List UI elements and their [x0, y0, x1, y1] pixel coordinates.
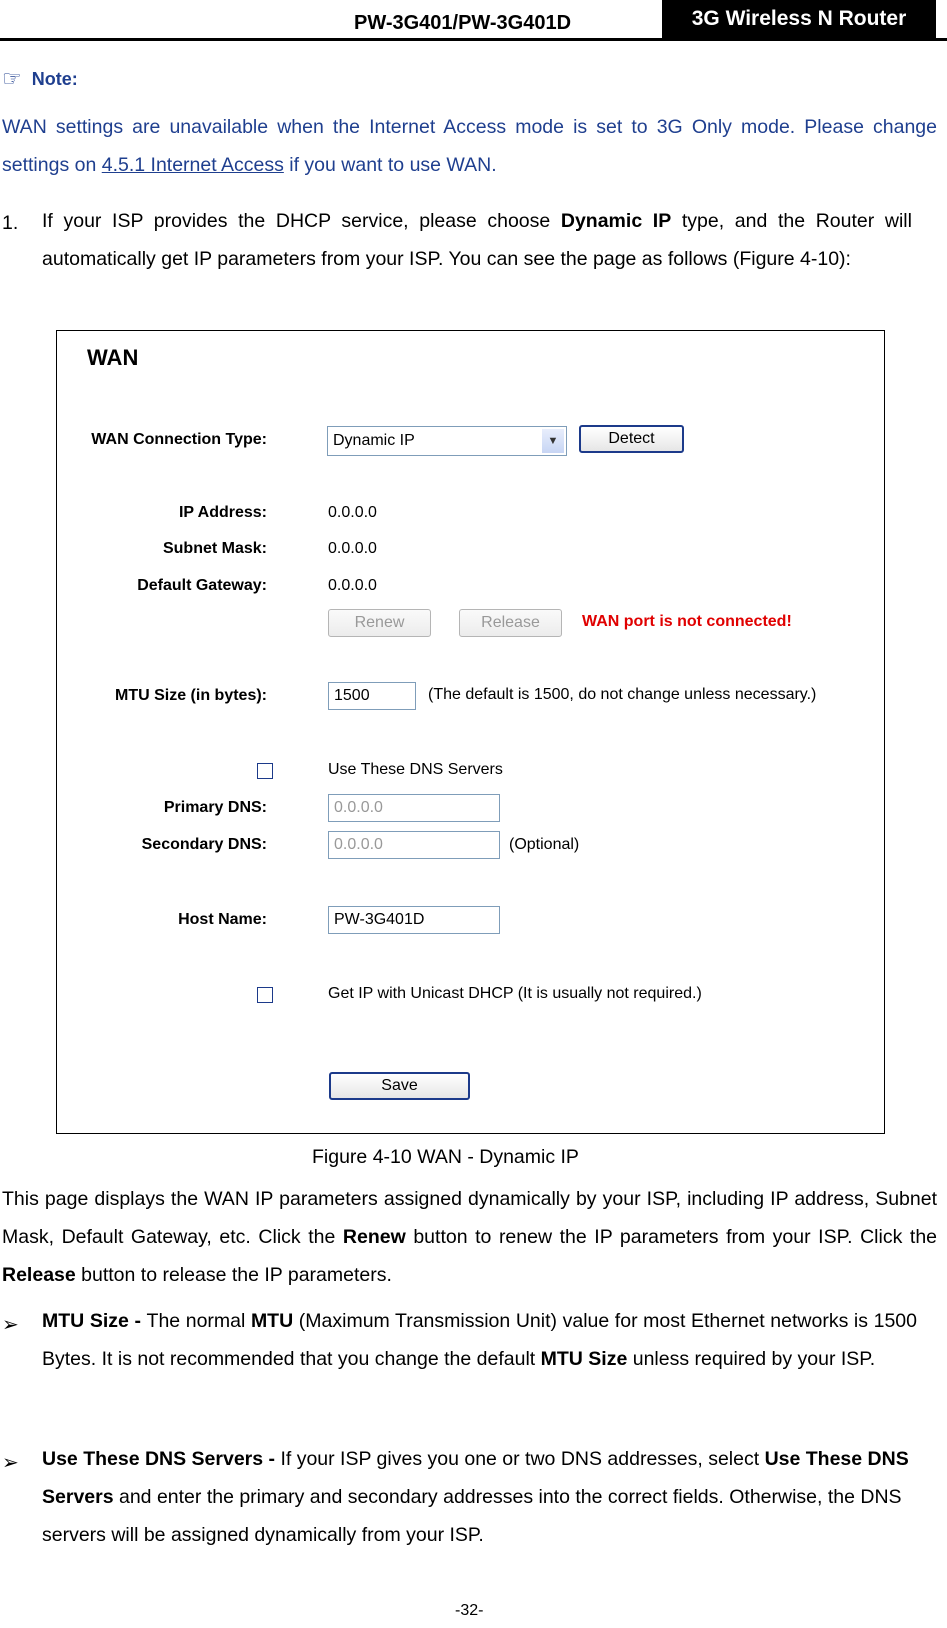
- header-rule: [0, 38, 947, 41]
- paragraph-text-bold: Renew: [342, 1226, 406, 1248]
- note-text: [2, 108, 937, 184]
- bullet-text-part: unless required by your ISP.: [627, 1348, 876, 1370]
- bullet-dns-servers: [42, 1440, 917, 1554]
- mtu-size-input[interactable]: 1500: [328, 682, 416, 710]
- paragraph-renew-release: [2, 1180, 937, 1294]
- paragraph-text-bold: Release: [2, 1264, 76, 1286]
- bullet-text-part: If your ISP gives you one or two DNS addresses, select: [280, 1448, 765, 1470]
- mtu-hint: (The default is 1500, do not change unless necessary.): [428, 686, 817, 703]
- bullet-text-part: The normal: [146, 1310, 251, 1332]
- default-gateway-label: Default Gateway:: [137, 577, 267, 594]
- bullet-text-bold: MTU: [250, 1310, 294, 1332]
- page-number: -32-: [455, 1602, 484, 1619]
- page-header: [0, 0, 947, 44]
- subnet-mask-label: Subnet Mask:: [162, 540, 267, 557]
- mtu-size-label: MTU Size (in bytes):: [114, 687, 267, 704]
- step-number: 1.: [2, 212, 19, 234]
- use-dns-checkbox[interactable]: [257, 763, 273, 779]
- internet-access-link[interactable]: 4.5.1 Internet Access: [101, 154, 284, 176]
- release-button[interactable]: Release: [459, 609, 562, 637]
- wan-screenshot-figure: [56, 330, 885, 1134]
- bullet-text-part: and enter the primary and secondary addresses into the correct fields. Otherwise, the DNS servers will be assigned dynamically from your ISP.: [42, 1486, 902, 1546]
- host-name-input[interactable]: PW-3G401D: [328, 906, 500, 934]
- subnet-mask-value: 0.0.0.0: [328, 540, 377, 557]
- step-1-text: [42, 202, 912, 278]
- secondary-dns-input[interactable]: 0.0.0.0: [328, 831, 500, 859]
- save-button[interactable]: Save: [329, 1072, 470, 1100]
- bullet-text-bold: MTU Size: [540, 1348, 628, 1370]
- step-text-bold: Dynamic IP: [560, 210, 672, 232]
- note-text-part: WAN settings are unavailable when the Internet Access mode is set to 3G Only mode. Please change settings on: [2, 116, 937, 176]
- connection-type-select[interactable]: [327, 426, 567, 456]
- note-text-part: if you want to use WAN.: [283, 154, 497, 176]
- paragraph-text-part: button to renew the IP parameters from your ISP. Click the: [405, 1226, 938, 1248]
- connection-type-label: WAN Connection Type:: [91, 431, 267, 448]
- bullet-text-part: (Maximum Transmission Unit) value for most Ethernet networks is 1500 Bytes. It is not recommended that you change the default: [42, 1310, 917, 1370]
- figure-caption: Figure 4-10 WAN - Dynamic IP: [312, 1146, 579, 1168]
- product-tab: 3G Wireless N Router: [662, 0, 936, 38]
- secondary-dns-label: Secondary DNS:: [141, 836, 267, 853]
- wan-title: WAN: [87, 345, 139, 370]
- bullet-arrow-icon: ➢: [2, 1452, 19, 1474]
- paragraph-text-part: This page displays the WAN IP parameters assigned dynamically by your ISP, including IP address, Subnet Mask, Default Gateway, etc. Click the: [2, 1188, 937, 1248]
- bullet-text-bold: Use These DNS Servers -: [42, 1448, 281, 1470]
- note-heading: [2, 66, 78, 92]
- host-name-label: Host Name:: [178, 911, 267, 928]
- detect-button[interactable]: Detect: [579, 425, 684, 453]
- default-gateway-value: 0.0.0.0: [328, 577, 377, 594]
- bullet-text-bold: MTU Size -: [42, 1310, 147, 1332]
- primary-dns-input[interactable]: 0.0.0.0: [328, 794, 500, 822]
- step-text-part: If your ISP provides the DHCP service, please choose: [42, 210, 561, 232]
- ip-address-value: 0.0.0.0: [328, 504, 377, 521]
- note-label: Note:: [31, 68, 78, 89]
- optional-label: (Optional): [509, 836, 580, 853]
- bullet-mtu-size: [42, 1302, 917, 1378]
- paragraph-text-part: button to release the IP parameters.: [75, 1264, 392, 1286]
- use-dns-label: Use These DNS Servers: [328, 761, 503, 778]
- bullet-arrow-icon: ➢: [2, 1314, 19, 1336]
- renew-button[interactable]: Renew: [328, 609, 431, 637]
- chevron-down-icon[interactable]: ▼: [542, 429, 564, 453]
- model-name: PW-3G401/PW-3G401D: [354, 12, 572, 34]
- step-text-part: type, and the Router will automatically get IP parameters from your ISP. You can see the page as follows (Figure 4-10):: [42, 210, 912, 270]
- unicast-dhcp-checkbox[interactable]: [257, 987, 273, 1003]
- connection-type-value: Dynamic IP: [333, 432, 415, 449]
- primary-dns-label: Primary DNS:: [163, 799, 267, 816]
- pointing-hand-icon: ☞: [2, 66, 22, 91]
- ip-address-label: IP Address:: [178, 504, 267, 521]
- bullet-text-bold: Use These DNS Servers: [42, 1448, 909, 1508]
- unicast-dhcp-label: Get IP with Unicast DHCP (It is usually not required.): [328, 985, 702, 1002]
- wan-status-message: WAN port is not connected!: [582, 613, 792, 630]
